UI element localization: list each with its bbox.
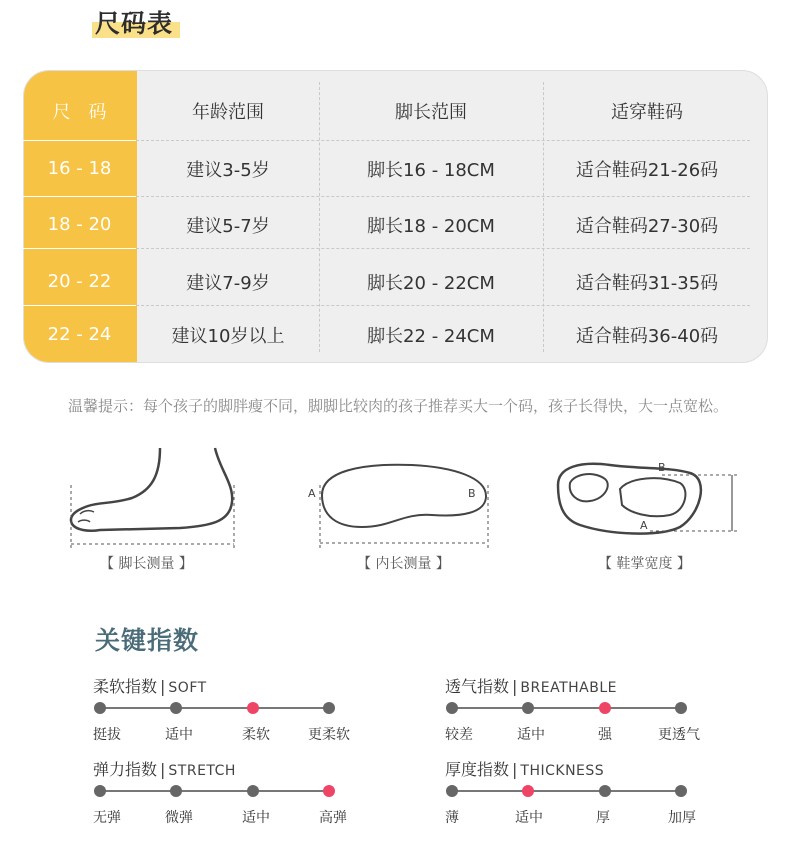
inner-length-illustration xyxy=(302,455,492,550)
thickness-index-scale xyxy=(446,785,686,797)
shoe-size-cell: 适合鞋码27-30码 xyxy=(575,215,719,237)
header-age: 年龄范围 xyxy=(192,101,264,123)
scale-option: 强 xyxy=(598,727,612,743)
label-separator: | xyxy=(160,677,166,696)
index-label-text: 柔软指数 xyxy=(93,677,158,696)
table-row xyxy=(0,253,743,310)
scale-dot xyxy=(323,702,335,714)
stretch-index-scale xyxy=(94,785,334,797)
index-label-en: SOFT xyxy=(168,680,207,696)
label-separator: | xyxy=(160,760,166,779)
header-shoe-size: 适穿鞋码 xyxy=(611,101,683,123)
index-label-text: 弹力指数 xyxy=(93,760,158,779)
foot-length-cell: 脚长16 - 18CM xyxy=(367,159,495,181)
scale-dot xyxy=(170,702,182,714)
breathable-index-scale xyxy=(446,702,686,714)
shoe-outline-icon xyxy=(558,464,701,534)
scale-dot xyxy=(599,785,611,797)
sizing-tip: 温馨提示：每个孩子的脚胖瘦不同，脚脚比较肉的孩子推荐买大一个码，孩子长得快，大一点宽松。 xyxy=(68,397,729,415)
shoe-size-cell: 适合鞋码36-40码 xyxy=(575,325,719,347)
point-b-label: B xyxy=(658,461,666,474)
soft-index-scale xyxy=(94,702,334,714)
shoe-opening-icon xyxy=(570,474,608,501)
point-a-label: A xyxy=(308,487,316,500)
scale-option: 无弹 xyxy=(93,810,121,826)
scale-dot xyxy=(247,785,259,797)
scale-option: 适中 xyxy=(242,810,270,826)
scale-option: 厚 xyxy=(596,810,610,826)
table-row xyxy=(0,196,743,253)
foot-length-cell: 脚长18 - 20CM xyxy=(367,215,495,237)
scale-dot-selected xyxy=(323,785,335,797)
scale-dot xyxy=(446,785,458,797)
scale-option: 微弹 xyxy=(165,810,193,826)
index-label-en: STRETCH xyxy=(168,763,236,779)
header-size: 尺 码 xyxy=(52,101,107,123)
foot-outline-icon xyxy=(71,448,232,531)
scale-option: 高弹 xyxy=(319,810,347,826)
age-cell: 建议10岁以上 xyxy=(171,325,285,347)
size-cell: 16 - 18 xyxy=(47,158,112,179)
size-chart-title-wrap xyxy=(95,4,173,40)
shoe-size-cell: 适合鞋码21-26码 xyxy=(575,159,719,181)
scale-option: 加厚 xyxy=(668,810,696,826)
size-chart-title: 尺码表 xyxy=(95,9,174,38)
key-index-title: 关键指数 xyxy=(95,626,200,655)
scale-dot xyxy=(94,785,106,797)
foot-length-caption: 【 脚长测量 】 xyxy=(100,556,193,572)
scale-track xyxy=(452,707,680,709)
sole-width-caption: 【 鞋掌宽度 】 xyxy=(598,556,691,572)
foot-length-cell: 脚长20 - 22CM xyxy=(367,272,495,294)
shoe-strap-icon xyxy=(620,478,685,516)
insole-outline-icon xyxy=(322,465,486,527)
age-cell: 建议5-7岁 xyxy=(186,215,270,237)
size-cell: 18 - 20 xyxy=(47,214,112,235)
soft-index-label xyxy=(93,674,207,697)
size-cell: 20 - 22 xyxy=(47,271,112,292)
scale-dot xyxy=(170,785,182,797)
scale-dot xyxy=(675,702,687,714)
size-cell: 22 - 24 xyxy=(47,324,112,345)
scale-dot xyxy=(94,702,106,714)
breathable-index-label xyxy=(445,674,617,697)
scale-dot-selected xyxy=(247,702,259,714)
scale-track xyxy=(452,790,680,792)
age-cell: 建议3-5岁 xyxy=(186,159,270,181)
scale-track xyxy=(100,790,328,792)
shoe-size-cell: 适合鞋码31-35码 xyxy=(575,272,719,294)
scale-track xyxy=(100,707,328,709)
label-separator: | xyxy=(512,760,518,779)
table-row xyxy=(0,140,743,197)
index-label-en: BREATHABLE xyxy=(520,680,617,696)
label-separator: | xyxy=(512,677,518,696)
scale-dot-selected xyxy=(522,785,534,797)
scale-option: 柔软 xyxy=(242,727,270,743)
scale-dot xyxy=(446,702,458,714)
scale-option: 适中 xyxy=(517,727,545,743)
scale-dot xyxy=(522,702,534,714)
index-label-en: THICKNESS xyxy=(520,763,605,779)
inner-length-caption: 【 内长测量 】 xyxy=(357,556,450,572)
toes-icon xyxy=(78,511,94,522)
thickness-index-label xyxy=(445,757,604,780)
header-foot-length: 脚长范围 xyxy=(395,101,467,123)
scale-option: 适中 xyxy=(515,810,543,826)
scale-option: 较差 xyxy=(445,727,473,743)
scale-option: 更柔软 xyxy=(308,727,350,743)
stretch-index-label xyxy=(93,757,236,780)
table-row xyxy=(0,306,743,363)
age-cell: 建议7-9岁 xyxy=(186,272,270,294)
index-label-text: 透气指数 xyxy=(445,677,510,696)
scale-option: 薄 xyxy=(445,810,459,826)
index-label-text: 厚度指数 xyxy=(445,760,510,779)
scale-option: 更透气 xyxy=(658,727,700,743)
scale-option: 适中 xyxy=(165,727,193,743)
foot-length-cell: 脚长22 - 24CM xyxy=(367,325,495,347)
point-b-label: B xyxy=(468,487,476,500)
foot-length-illustration xyxy=(60,440,245,552)
scale-option: 挺拔 xyxy=(93,727,121,743)
scale-dot-selected xyxy=(599,702,611,714)
scale-dot xyxy=(675,785,687,797)
sole-width-illustration xyxy=(550,455,750,545)
point-a-label: A xyxy=(640,519,648,532)
table-header-row xyxy=(0,82,743,139)
